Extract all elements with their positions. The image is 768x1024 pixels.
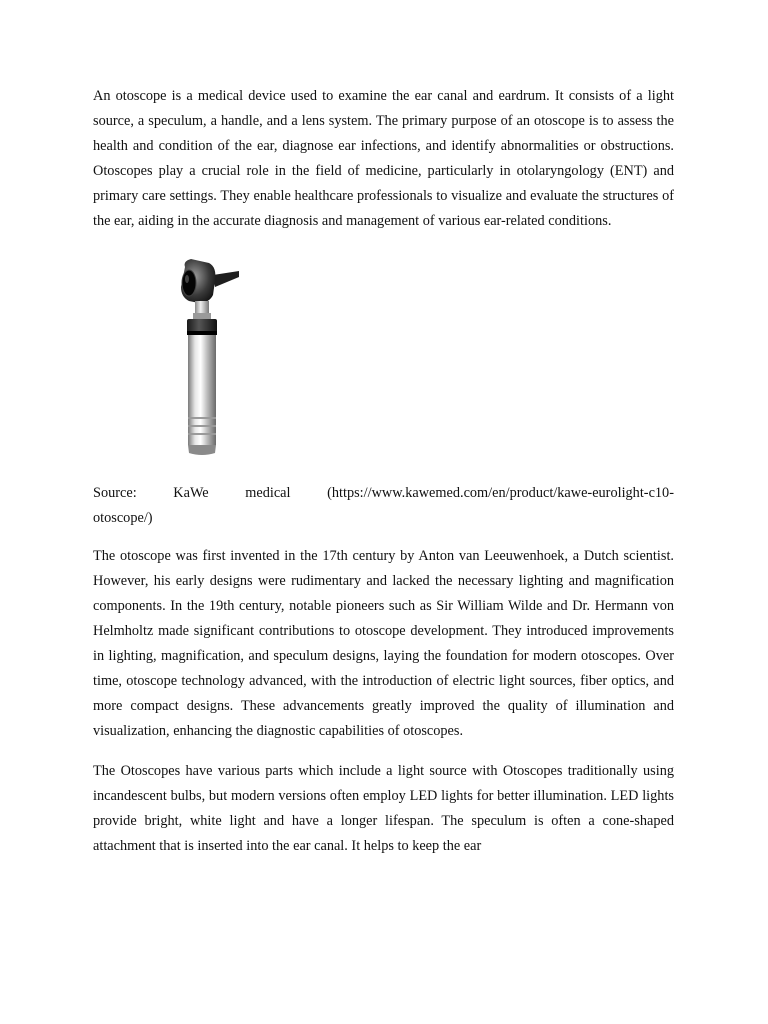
otoscope-icon bbox=[173, 257, 263, 457]
document-page bbox=[93, 84, 674, 859]
intro-paragraph: An otoscope is a medical device used to examine the ear canal and eardrum. It consists of a light source, a speculum, a handle, and a lens system. The primary purpose of an otoscope is to assess the health and condition of the ear, diagnose ear infections, and identify abnormalities or obstructions. Otoscopes play a crucial role in the field of medicine, particularly in otolaryngology (ENT) and primary care settings. They enable healthcare professionals to visualize and evaluate the structures of the ear, aiding in the accurate diagnosis and management of various ear-related conditions. bbox=[93, 88, 674, 230]
source-url-part1[interactable]: (https://www.kawemed.com/en/product/kawe-eurolight-c10- bbox=[327, 484, 674, 501]
history-paragraph: The otoscope was first invented in the 17th century by Anton van Leeuwenhoek, a Dutch scientist. However, his early designs were rudimentary and lacked the necessary lighting and magnification components. In the 19th century, notable pioneers such as Sir William Wilde and Dr. Hermann von Helmholtz made significant contributions to otoscope development. They introduced improvements in lighting, magnification, and speculum designs, laying the foundation for modern otoscopes. Over time, otoscope technology advanced, with the introduction of electric light sources, fiber optics, and more compact designs. These advancements greatly improved the quality of illumination and visualization, enhancing the diagnostic capabilities of otoscopes. bbox=[93, 547, 674, 740]
parts-paragraph: The Otoscopes have various parts which include a light source with Otoscopes traditionally using incandescent bulbs, but modern versions often employ LED lights for better illumination. LED lights provide bright, white light and have a longer lifespan. The speculum is often a cone-shaped attachment that is inserted into the ear canal. It helps to keep the ear bbox=[93, 762, 674, 854]
source-word-kawe: KaWe bbox=[173, 484, 209, 501]
source-citation bbox=[93, 481, 674, 531]
source-url-part2[interactable]: otoscope/) bbox=[93, 509, 153, 526]
source-label: Source: bbox=[93, 484, 137, 501]
otoscope-figure bbox=[93, 235, 674, 481]
source-word-medical: medical bbox=[245, 484, 291, 501]
